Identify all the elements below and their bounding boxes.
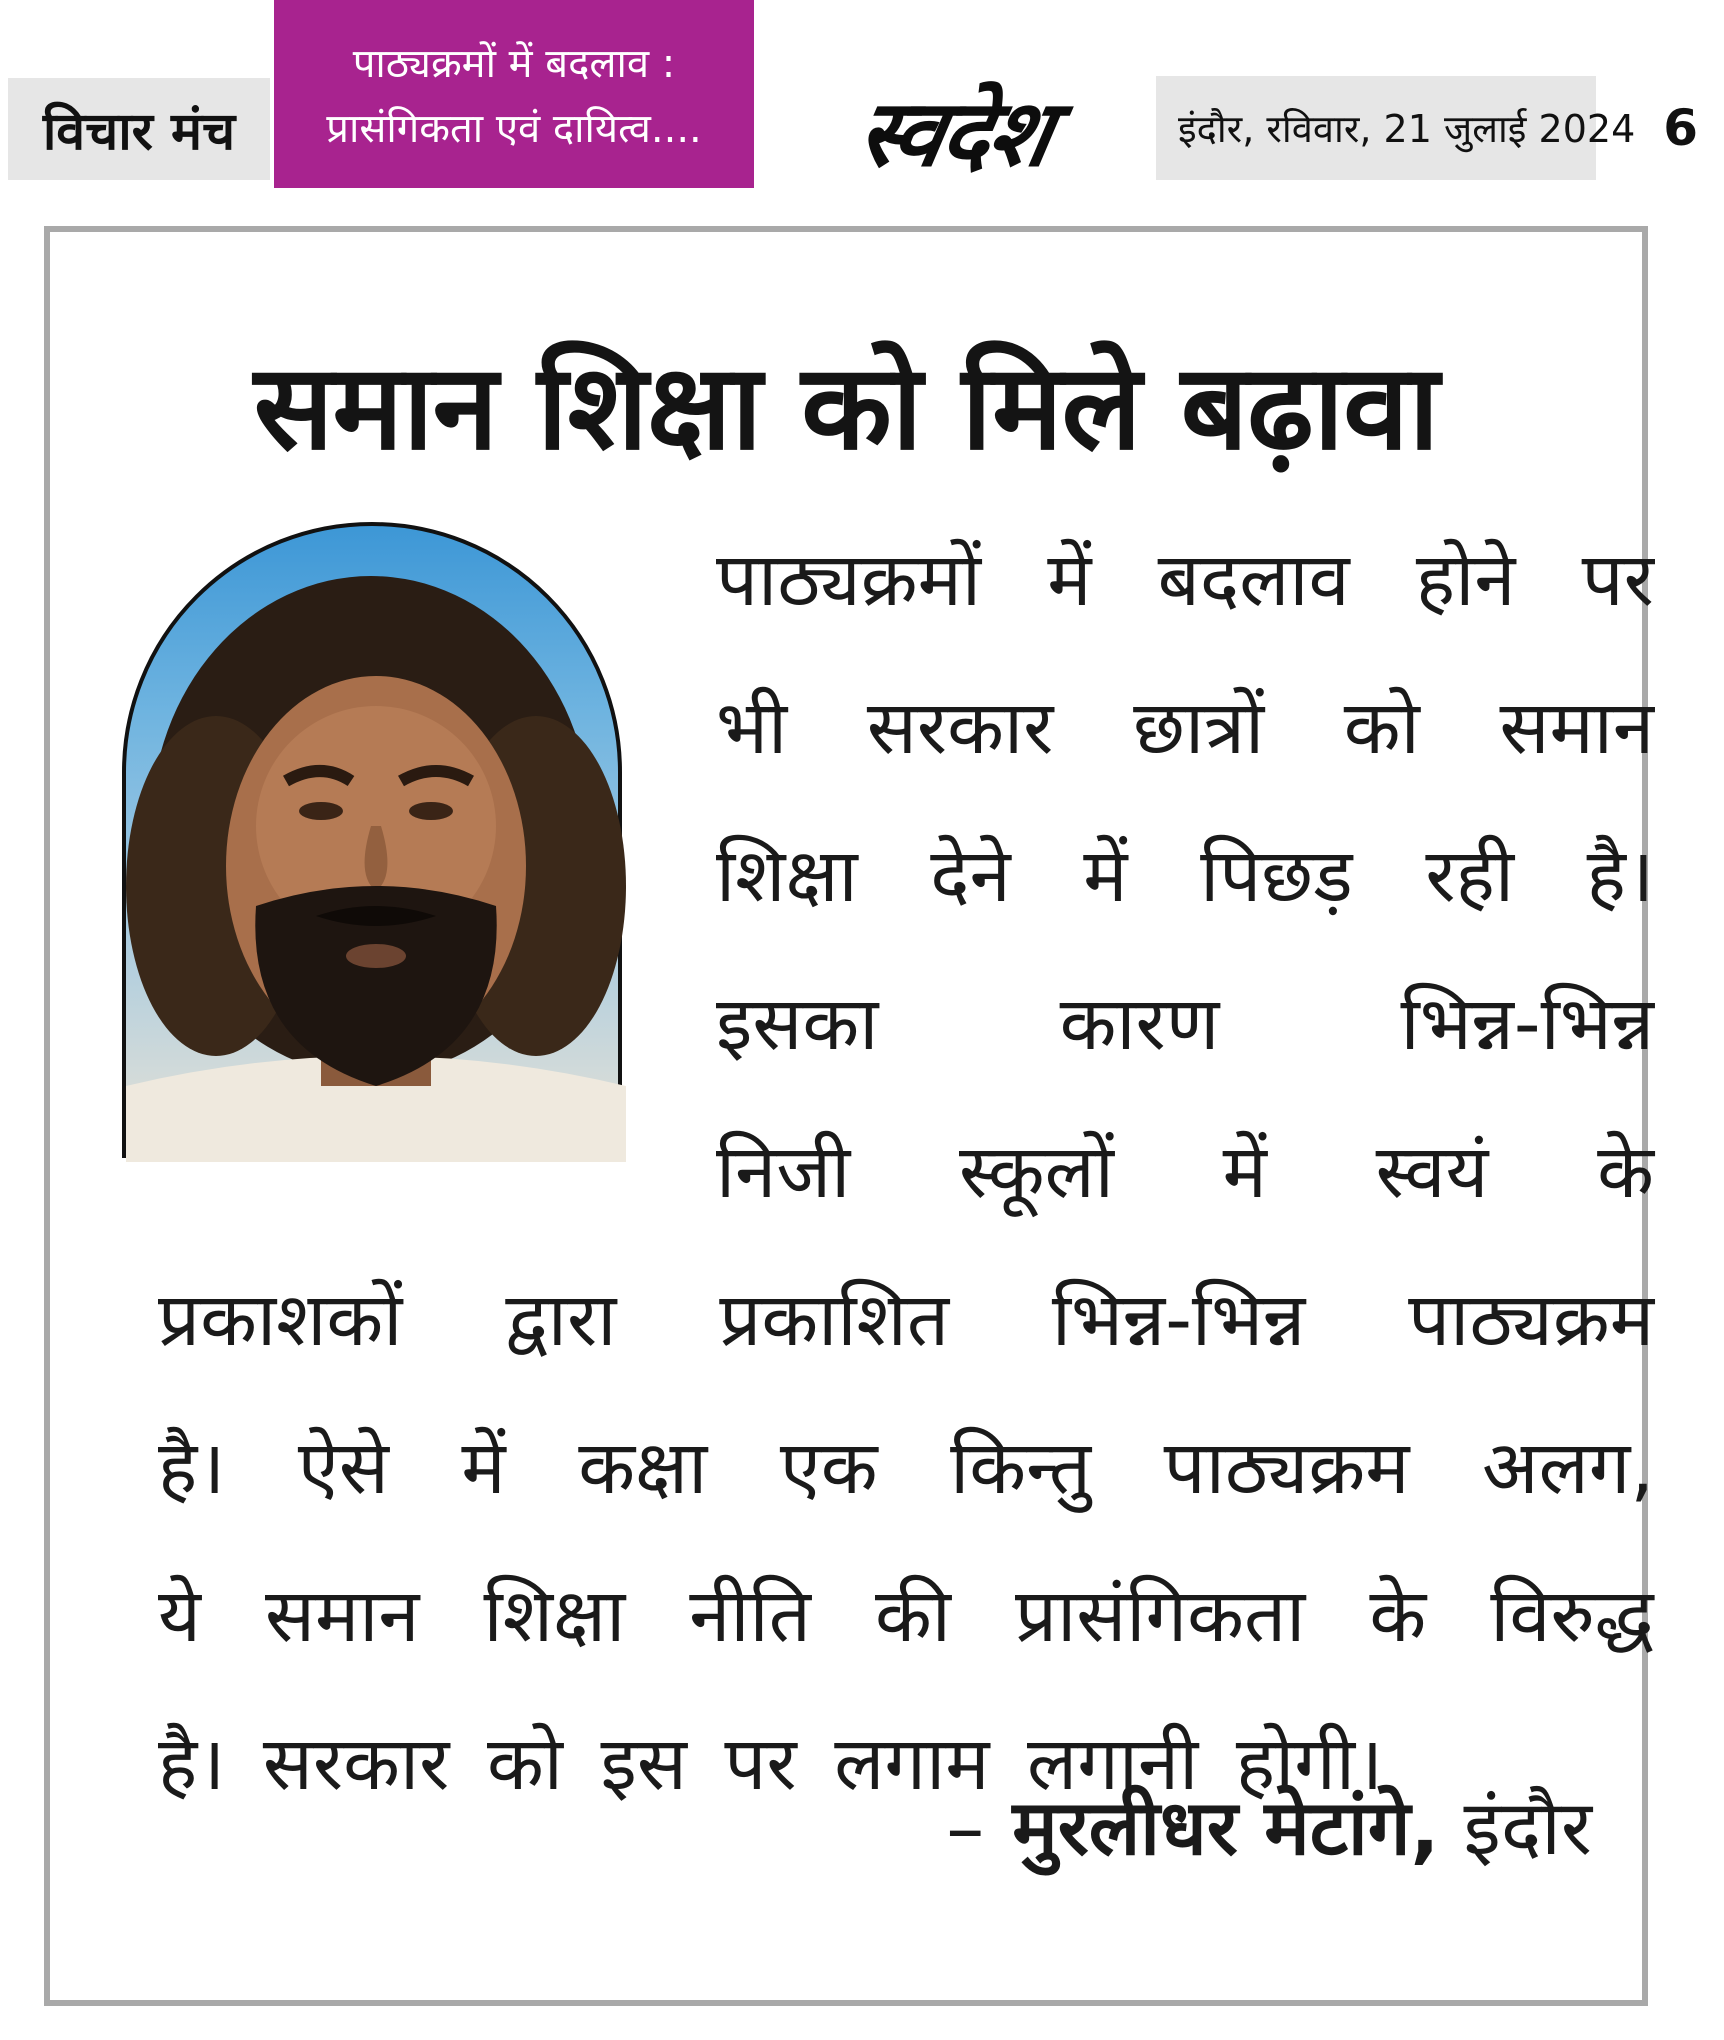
body-line-2: [716, 654, 1654, 802]
word: कक्षा: [578, 1425, 708, 1511]
teaser-line-1: पाठ्यक्रमों में बदलाव :: [352, 41, 676, 87]
body-line-6: [158, 1246, 1654, 1394]
word: में: [461, 1425, 506, 1511]
word: पर: [724, 1721, 797, 1807]
body-line-4: [716, 950, 1654, 1098]
body-line-5: [716, 1098, 1654, 1246]
word: स्वयं: [1375, 1129, 1489, 1215]
word: अलग,: [1482, 1425, 1654, 1511]
section-label: विचार मंच: [42, 101, 236, 162]
author-portrait-illustration: [126, 526, 626, 1162]
word: रही: [1425, 833, 1515, 919]
word: है।: [1586, 833, 1654, 919]
word: किन्तु: [950, 1425, 1092, 1511]
masthead-text: स्वदेश: [849, 79, 1059, 187]
article-headline: समान शिक्षा को मिले बढ़ावा: [253, 338, 1439, 476]
word: ये: [158, 1573, 201, 1659]
page-number: 6: [1663, 99, 1699, 157]
author-photo: [122, 522, 622, 1158]
word: है।: [158, 1425, 226, 1511]
word: प्रकाशित: [719, 1277, 950, 1363]
word: नीति: [689, 1573, 811, 1659]
word: प्रासंगिकता: [1014, 1573, 1306, 1659]
word: के: [1597, 1129, 1654, 1215]
word: है।: [158, 1721, 226, 1807]
word: में: [1047, 537, 1092, 623]
body-line-1: [716, 506, 1654, 654]
word: भिन्न-भिन्न: [1400, 981, 1654, 1067]
body-line-3: [716, 802, 1654, 950]
word: होगी।: [1235, 1721, 1384, 1807]
word: इस: [600, 1721, 687, 1807]
body-line-7: [158, 1394, 1654, 1542]
word: पाठ्यक्रम: [1163, 1425, 1410, 1511]
word: पर: [1581, 537, 1654, 623]
word: को: [1343, 685, 1420, 771]
word: के: [1369, 1573, 1427, 1659]
word: ऐसे: [297, 1425, 389, 1511]
word: कारण: [1059, 981, 1220, 1067]
word: प्रकाशकों: [158, 1277, 403, 1363]
word: विरुद्ध: [1490, 1573, 1654, 1659]
word: द्वारा: [505, 1277, 617, 1363]
word: समान: [264, 1573, 420, 1659]
word: को: [486, 1721, 563, 1807]
word: छात्रों: [1133, 685, 1265, 771]
word: समान: [1499, 685, 1654, 771]
byline-dash: –: [946, 1783, 985, 1872]
word: पिछड़: [1200, 833, 1353, 919]
teaser-box[interactable]: [274, 0, 754, 188]
word: इसका: [716, 981, 879, 1067]
word: भिन्न-भिन्न: [1051, 1277, 1306, 1363]
word: में: [1083, 833, 1128, 919]
word: में: [1222, 1129, 1267, 1215]
word: भी: [716, 685, 788, 771]
word: बदलाव: [1157, 537, 1350, 623]
word: लगाम: [834, 1721, 990, 1807]
author-city: इंदौर: [1463, 1783, 1592, 1872]
section-label-box: [8, 78, 270, 180]
masthead-logo: [770, 74, 1140, 187]
word: पाठ्यक्रम: [1408, 1277, 1654, 1363]
byline: [946, 1774, 1592, 1877]
author-name: मुरलीधर मेटांगे,: [1012, 1783, 1440, 1872]
word: सरकार: [262, 1721, 450, 1807]
word: की: [874, 1573, 951, 1659]
teaser-line-2: प्रासंगिकता एवं दायित्व....: [326, 106, 702, 152]
article-frame: [44, 226, 1654, 2006]
word: एक: [779, 1425, 878, 1511]
word: देने: [930, 833, 1011, 919]
body-line-8: [158, 1542, 1654, 1690]
word: पाठ्यक्रमों: [716, 537, 981, 623]
word: सरकार: [866, 685, 1054, 771]
word: होने: [1415, 537, 1516, 623]
word: निजी: [716, 1129, 851, 1215]
word: लगानी: [1027, 1721, 1199, 1807]
dateline-box: [1156, 76, 1699, 180]
word: शिक्षा: [716, 833, 858, 919]
dateline: इंदौर, रविवार, 21 जुलाई 2024: [1178, 107, 1636, 151]
word: शिक्षा: [483, 1573, 626, 1659]
word: स्कूलों: [959, 1129, 1114, 1215]
